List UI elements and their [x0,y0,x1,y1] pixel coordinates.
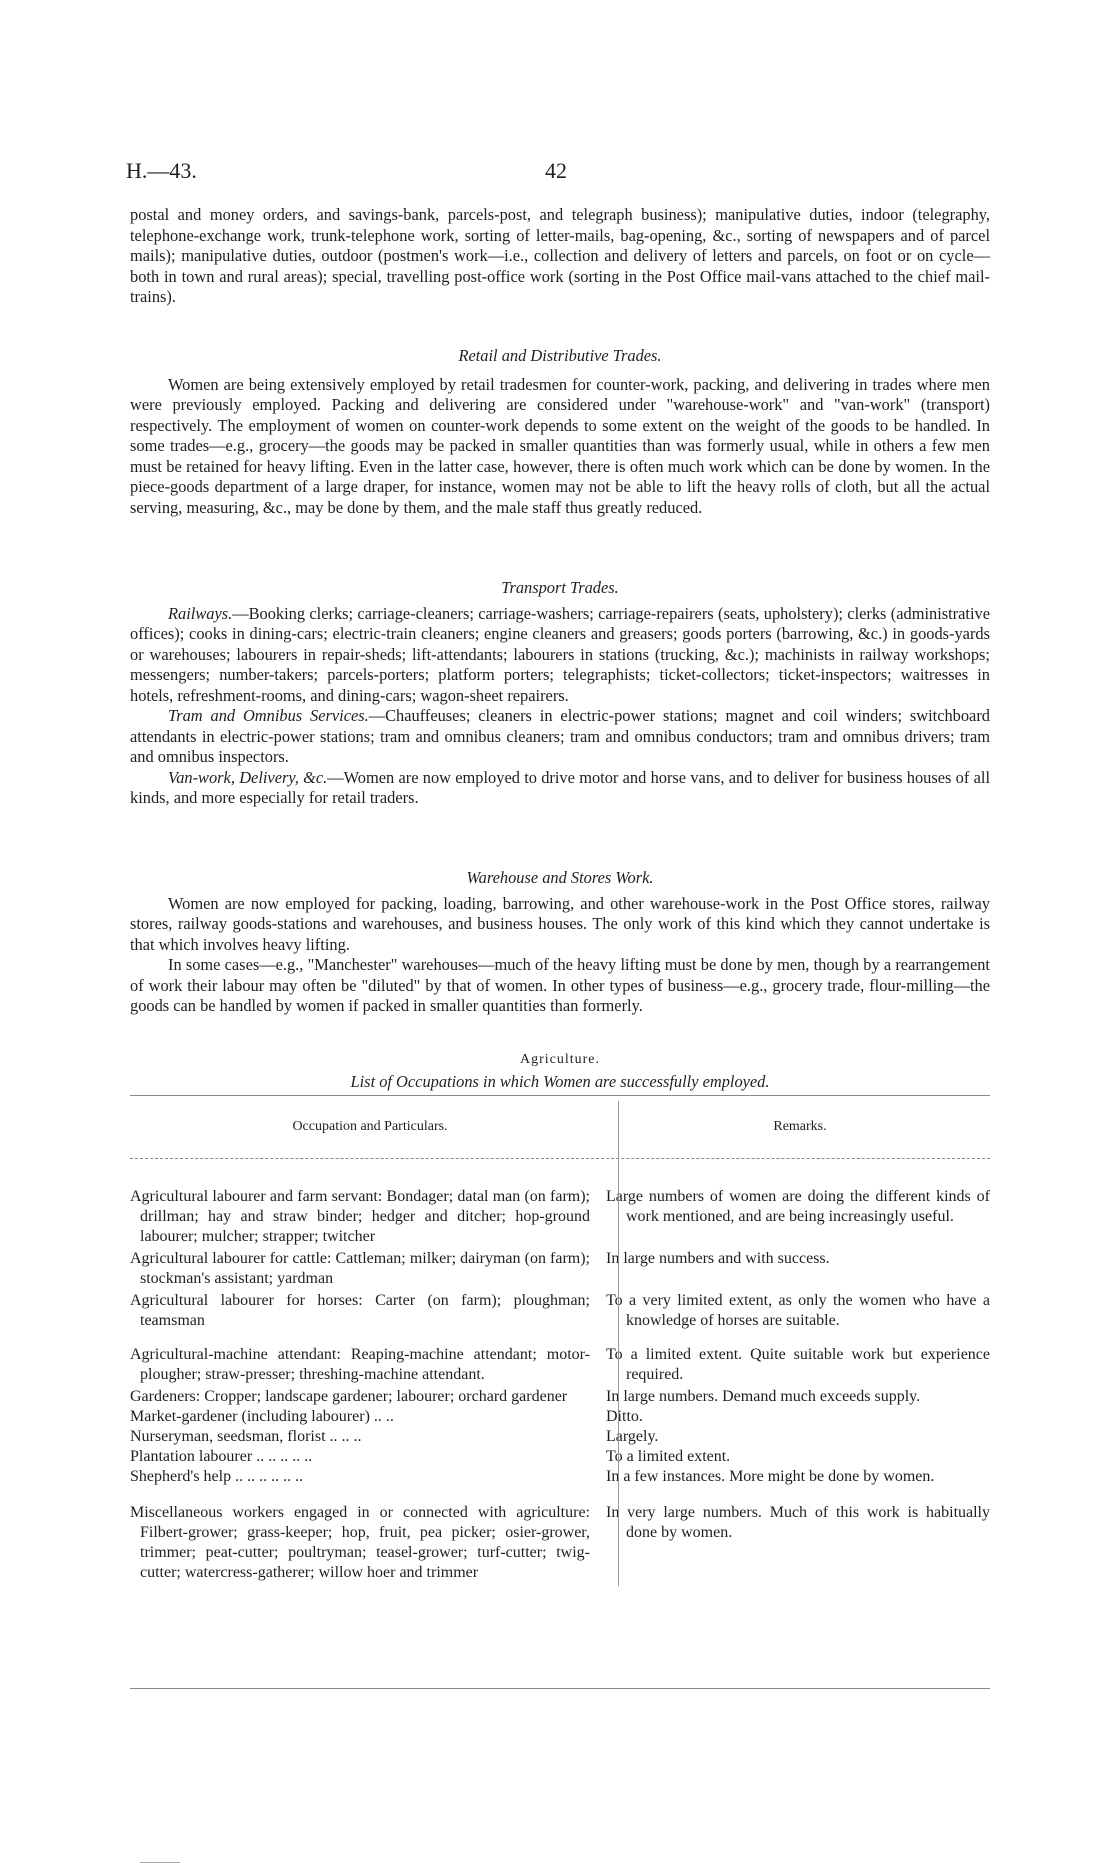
occupation-cell: Gardeners: Cropper; landscape gardener; labourer; orchard gardener [130,1388,568,1405]
table-row [130,1345,990,1385]
occupation-cell: Shepherd's help .. .. .. .. .. .. [130,1468,304,1485]
transport-heading: Transport Trades. [501,578,619,597]
remarks-cell: In large numbers. Demand much exceeds supply. [606,1388,921,1405]
occupation-column-header: Occupation and Particulars. [292,1119,448,1134]
occupation-cell: Miscellaneous workers engaged in or connected with agriculture: Filbert-grower; grass-keeper; hop, fruit, pea picker; osier-grower, trimmer; peat-cutter; poultryman; teasel-grower; turf-cutter; twig-cutter; watercress-gatherer; willow hoer and trimmer [130,1504,590,1581]
warehouse-paragraph-2: In some cases—e.g., "Manchester" warehouses—much of the heavy lifting must be done by men, though by a rearrangement of work their labour may often be "diluted" by that of women. In other types of business—e.g., grocery trade, flour-milling—the goods can be handled by women if packed in smaller quantities than formerly. [130,955,990,1015]
page-number: 42 [545,158,567,183]
table-row [130,1503,990,1583]
intro-section [130,205,990,308]
table-header [130,1096,990,1158]
warehouse-heading: Warehouse and Stores Work. [466,868,654,887]
remarks-cell: To a limited extent. Quite suitable work but experience required. [606,1346,990,1383]
retail-heading: Retail and Distributive Trades. [458,346,662,365]
warehouse-section [130,868,990,1017]
table-row [130,1187,990,1247]
occupation-cell: Agricultural labourer for cattle: Cattleman; milker; dairyman (on farm); stockman's assistant; yardman [130,1250,590,1287]
table-row [130,1387,990,1407]
table-row [130,1447,990,1467]
remarks-cell: In a few instances. More might be done by women. [606,1468,935,1485]
remarks-cell: In very large numbers. Much of this work is habitually done by women. [606,1504,990,1541]
occupation-cell: Agricultural labourer for horses: Carter (on farm); ploughman; teamsman [130,1292,590,1329]
retail-paragraph: Women are being extensively employed by retail tradesmen for counter-work, packing, and delivering in trades where men were previously employed. Packing and delivering are considered under "warehouse-work" and "van-work" (transport) respectively. The employment of women on counter-work depends to some extent on the weight of the goods to be handled. In some trades—e.g., grocery—the goods may be packed in smaller quantities than was formerly usual, while in others a few men must be retained for heavy lifting. Even in the latter case, however, there is often much work which can be done by women. In the piece-goods department of a large draper, for instance, women may not be able to lift the heavy rolls of cloth, but all the actual serving, measuring, &c., may be done by them, and the male staff thus greatly reduced. [130,374,990,517]
van-label: Van-work, Delivery, &c. [168,767,328,787]
intro-paragraph: postal and money orders, and savings-bank, parcels-post, and telegraph business); manipulative duties, indoor (telegraphy, telephone-exchange work, trunk-telephone work, sorting of letter-mails, bag-opening, &c., sorting of newspapers and of parcel mails); manipulative duties, outdoor (postmen's work—i.e., collection and delivery of letters and parcels, on foot or on cycle—both in town and rural areas); special, travelling post-office work (sorting in the Post Office mail-vans attached to the chief mail-trains). [130,205,990,306]
occupation-cell: Nurseryman, seedsman, florist .. .. .. [130,1428,362,1445]
occupation-cell: Agricultural-machine attendant: Reaping-machine attendant; motor-plougher; straw-presser; threshing-machine attendant. [130,1346,590,1383]
tram-paragraph [130,706,990,768]
table-body [130,1159,990,1583]
warehouse-paragraph-1: Women are now employed for packing, loading, barrowing, and other warehouse-work in the Post Office stores, railway stores, railway goods-stations and warehouses, and business houses. The only work of this kind which they cannot undertake is that which involves heavy lifting. [130,893,990,954]
remarks-cell: Largely. [606,1428,659,1445]
agriculture-title: Agriculture. [519,1052,601,1067]
tram-text: —Chauffeuses; cleaners in electric-power stations; magnet and coil winders; switchboard attendants in electric-power stations; tram and omnibus cleaners; tram and omnibus conductors; tram and omnibus drivers; tram and omnibus inspectors. [130,706,990,766]
railways-paragraph [130,604,990,707]
tram-label: Tram and Omnibus Services. [168,706,369,725]
occupation-cell: Plantation labourer .. .. .. .. .. [130,1448,313,1465]
table-row [130,1291,990,1331]
agriculture-titles [130,1050,990,1093]
remarks-cell: In large numbers and with success. [606,1250,830,1267]
remarks-cell: To a limited extent. [606,1448,731,1465]
railways-label: Railways. [168,603,233,623]
transport-section [130,578,990,809]
remarks-cell: To a very limited extent, as only the women who have a knowledge of horses are suitable. [606,1292,990,1329]
remarks-cell: Large numbers of women are doing the different kinds of work mentioned, and are being increasingly useful. [606,1188,990,1225]
van-text: —Women are now employed to drive motor and horse vans, and to deliver for business houses of all kinds, and more especially for retail traders. [130,767,990,807]
remarks-cell: Ditto. [606,1408,643,1425]
table-bottom-rule [130,1688,990,1689]
retail-section [130,346,990,518]
van-paragraph [130,768,990,809]
table-row [130,1249,990,1289]
report-code: H.—43. [126,158,197,183]
railways-text: —Booking clerks; carriage-cleaners; carriage-washers; carriage-repairers (seats, upholstery); clerks (administrative offices); cooks in dining-cars; electric-train cleaners; engine cleaners and greasers; goods porters (barrowing, &c.) in goods-yards or warehouses; labourers in repair-sheds; lift-attendants; labourers in stations (trucking, &c.); machinists in railway workshops; messengers; number-takers; parcels-porters; platform porters; telegraphists; ticket-collectors; ticket-inspectors; waitresses in hotels, refreshment-rooms, and dining-cars; wagon-sheet repairers. [130,603,990,705]
remarks-column-header: Remarks. [773,1119,827,1134]
table-row [130,1467,990,1487]
table-row [130,1407,990,1427]
table-row [130,1427,990,1447]
occupation-cell: Market-gardener (including labourer) .. .. [130,1408,394,1425]
agriculture-subtitle: List of Occupations in which Women are successfully employed. [350,1072,770,1091]
occupation-cell: Agricultural labourer and farm servant: Bondager; datal man (on farm); drillman; hay and straw binder; hedger and ditcher; hop-ground labourer; mulcher; strapper; twitcher [130,1188,590,1245]
occupations-table [130,1095,990,1583]
column-divider [618,1101,619,1586]
